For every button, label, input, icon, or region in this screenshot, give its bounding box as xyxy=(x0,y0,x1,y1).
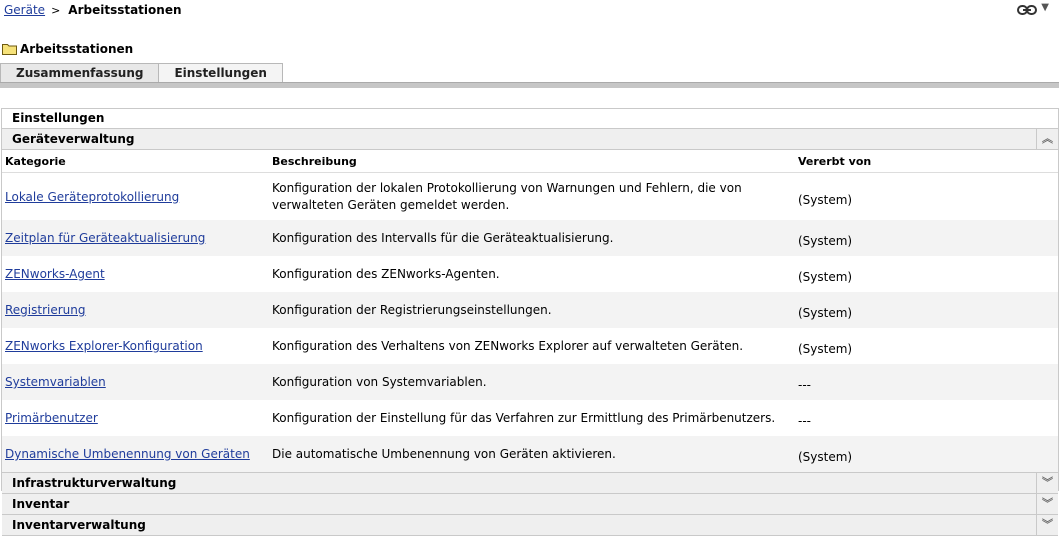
section-title: Geräteverwaltung xyxy=(12,132,135,146)
settings-panel-title: Einstellungen xyxy=(2,109,1058,129)
column-header-vererbt-von: Vererbt von xyxy=(795,150,1058,173)
row-inherited: (System) xyxy=(798,192,853,207)
expand-icon[interactable]: ︾ xyxy=(1036,494,1058,514)
section-geraeteverwaltung[interactable] xyxy=(2,129,1058,150)
row-inherited: (System) xyxy=(795,220,1058,256)
row-inherited: (System) xyxy=(795,292,1058,328)
category-link[interactable]: ZENworks-Agent xyxy=(5,267,105,281)
row-description: Konfiguration der Einstellung für das Verfahren zur Ermittlung des Primärbenutzers. xyxy=(272,410,776,425)
table-row xyxy=(2,400,1058,436)
row-description: Konfiguration der lokalen Protokollierung von Warnungen und Fehlern, die von verwalteten Geräten gemeldet werden. xyxy=(272,180,742,212)
settings-panel xyxy=(1,108,1059,532)
section-inventarverwaltung[interactable] xyxy=(2,515,1058,536)
breadcrumb xyxy=(4,3,182,17)
table-row xyxy=(2,173,1058,221)
breadcrumb-link-geraete[interactable]: Geräte xyxy=(4,3,46,17)
page-title-text: Arbeitsstationen xyxy=(20,42,134,56)
category-link[interactable]: Systemvariablen xyxy=(5,375,106,389)
table-header-row xyxy=(2,150,1058,173)
section-title: Inventar xyxy=(12,497,70,511)
section-inventar[interactable] xyxy=(2,494,1058,515)
row-inherited: (System) xyxy=(798,342,853,356)
dropdown-arrow-icon[interactable]: ▼ xyxy=(1041,2,1049,13)
category-link[interactable]: Dynamische Umbenennung von Geräten xyxy=(5,447,250,461)
tab-einstellungen[interactable]: Einstellungen xyxy=(158,63,282,82)
category-link[interactable]: Lokale Geräteprotokollierung xyxy=(5,189,180,204)
table-row xyxy=(2,256,1058,292)
table-row xyxy=(2,436,1058,472)
breadcrumb-separator: > xyxy=(51,4,61,17)
row-description: Konfiguration des Intervalls für die Geräteaktualisierung. xyxy=(269,220,795,256)
tab-bar xyxy=(0,63,282,82)
expand-icon[interactable]: ︾ xyxy=(1036,515,1058,535)
category-link[interactable]: Primärbenutzer xyxy=(5,411,98,425)
table-row xyxy=(2,328,1058,364)
category-link[interactable]: ZENworks Explorer-Konfiguration xyxy=(5,339,203,353)
row-description: Konfiguration des Verhaltens von ZENworks Explorer auf verwalteten Geräten. xyxy=(272,338,744,353)
category-link[interactable]: Zeitplan für Geräteaktualisierung xyxy=(5,231,206,245)
row-description: Die automatische Umbenennung von Geräten aktivieren. xyxy=(269,436,795,472)
row-inherited: (System) xyxy=(795,436,1058,472)
column-header-kategorie: Kategorie xyxy=(2,150,269,173)
row-inherited: (System) xyxy=(798,270,853,284)
collapse-icon[interactable]: ︽ xyxy=(1036,129,1058,149)
row-description: Konfiguration des ZENworks-Agenten. xyxy=(272,266,500,281)
table-row xyxy=(2,292,1058,328)
table-row xyxy=(2,364,1058,400)
settings-table xyxy=(2,150,1058,472)
tab-zusammenfassung[interactable]: Zusammenfassung xyxy=(0,63,159,82)
category-link[interactable]: Registrierung xyxy=(5,303,86,317)
section-title: Infrastrukturverwaltung xyxy=(12,476,177,490)
breadcrumb-current: Arbeitsstationen xyxy=(68,3,182,17)
row-inherited: --- xyxy=(798,414,811,428)
link-icon[interactable] xyxy=(1017,4,1037,16)
table-row xyxy=(2,220,1058,256)
row-inherited: --- xyxy=(795,364,1058,400)
row-description: Konfiguration der Registrierungseinstellungen. xyxy=(269,292,795,328)
column-header-beschreibung: Beschreibung xyxy=(269,150,795,173)
expand-icon[interactable]: ︾ xyxy=(1036,473,1058,493)
section-infrastrukturverwaltung[interactable] xyxy=(2,472,1058,494)
page-title xyxy=(2,42,133,56)
row-description: Konfiguration von Systemvariablen. xyxy=(269,364,795,400)
folder-icon xyxy=(2,43,17,55)
section-title: Inventarverwaltung xyxy=(12,518,146,532)
tab-underline xyxy=(0,82,1059,88)
